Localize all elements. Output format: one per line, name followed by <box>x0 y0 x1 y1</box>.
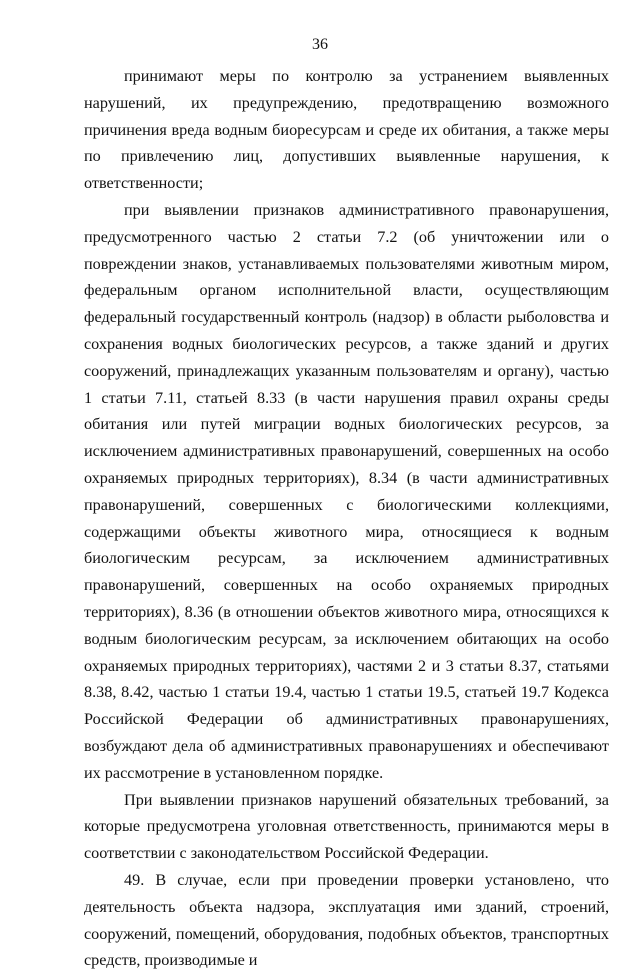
paragraph-administrative-offense: при выявлении признаков административного правонарушения, предусмотренного частью 2 статьи 7.2 (об уничтожении или о повреждении знаков, устанавливаемых пользователями животным миром, федеральным органом исполнительной власти, осуществляющим федеральный государственный контроль (надзор) в области рыболовства и сохранения водных биологических ресурсов, а также зданий и других сооружений, принадлежащих указанным пользователям и органу), частью 1 статьи 7.11, статьей 8.33 (в части нарушения правил охраны среды обитания или путей миграции водных биологических ресурсов, за исключением административных правонарушений, совершенных на особо охраняемых природных территориях), 8.34 (в части административных правонарушений, совершенных с биологическими коллекциями, содержащими объекты животного мира, относящиеся к водным биологическим ресурсам, за исключением административных правонарушений, совершенных на особо охраняемых природных территориях), 8.36 (в отношении объектов животного мира, относящихся к водным биологическим ресурсам, за исключением обитающих на особо охраняемых природных территориях), частями 2 и 3 статьи 8.37, статьями 8.38, 8.42, частью 1 статьи 19.4, частью 1 статьи 19.5, статьей 19.7 Кодекса Российской Федерации об административных правонарушениях, возбуждают дела об административных правонарушениях и обеспечивают их рассмотрение в установленном порядке. <box>84 200 609 782</box>
paragraph-criminal-liability: При выявлении признаков нарушений обязательных требований, за которые предусмотрена уголовная ответственность, принимаются меры в соответствии с законодательством Российской Федерации. <box>84 790 609 863</box>
page-number: 36 <box>312 36 328 53</box>
paragraph-49: 49. В случае, если при проведении проверки установлено, что деятельность объекта надзора, эксплуатация ими зданий, строений, сооружений, помещений, оборудования, подобных объектов, транспортных средств, производимые и <box>84 870 609 970</box>
paragraph-measures-control: принимают меры по контролю за устранением выявленных нарушений, их предупреждению, предотвращению возможного причинения вреда водным биоресурсам и среде их обитания, а также меры по привлечению лиц, допустивших выявленные нарушения, к ответственности; <box>84 67 609 193</box>
document-body <box>84 63 609 974</box>
